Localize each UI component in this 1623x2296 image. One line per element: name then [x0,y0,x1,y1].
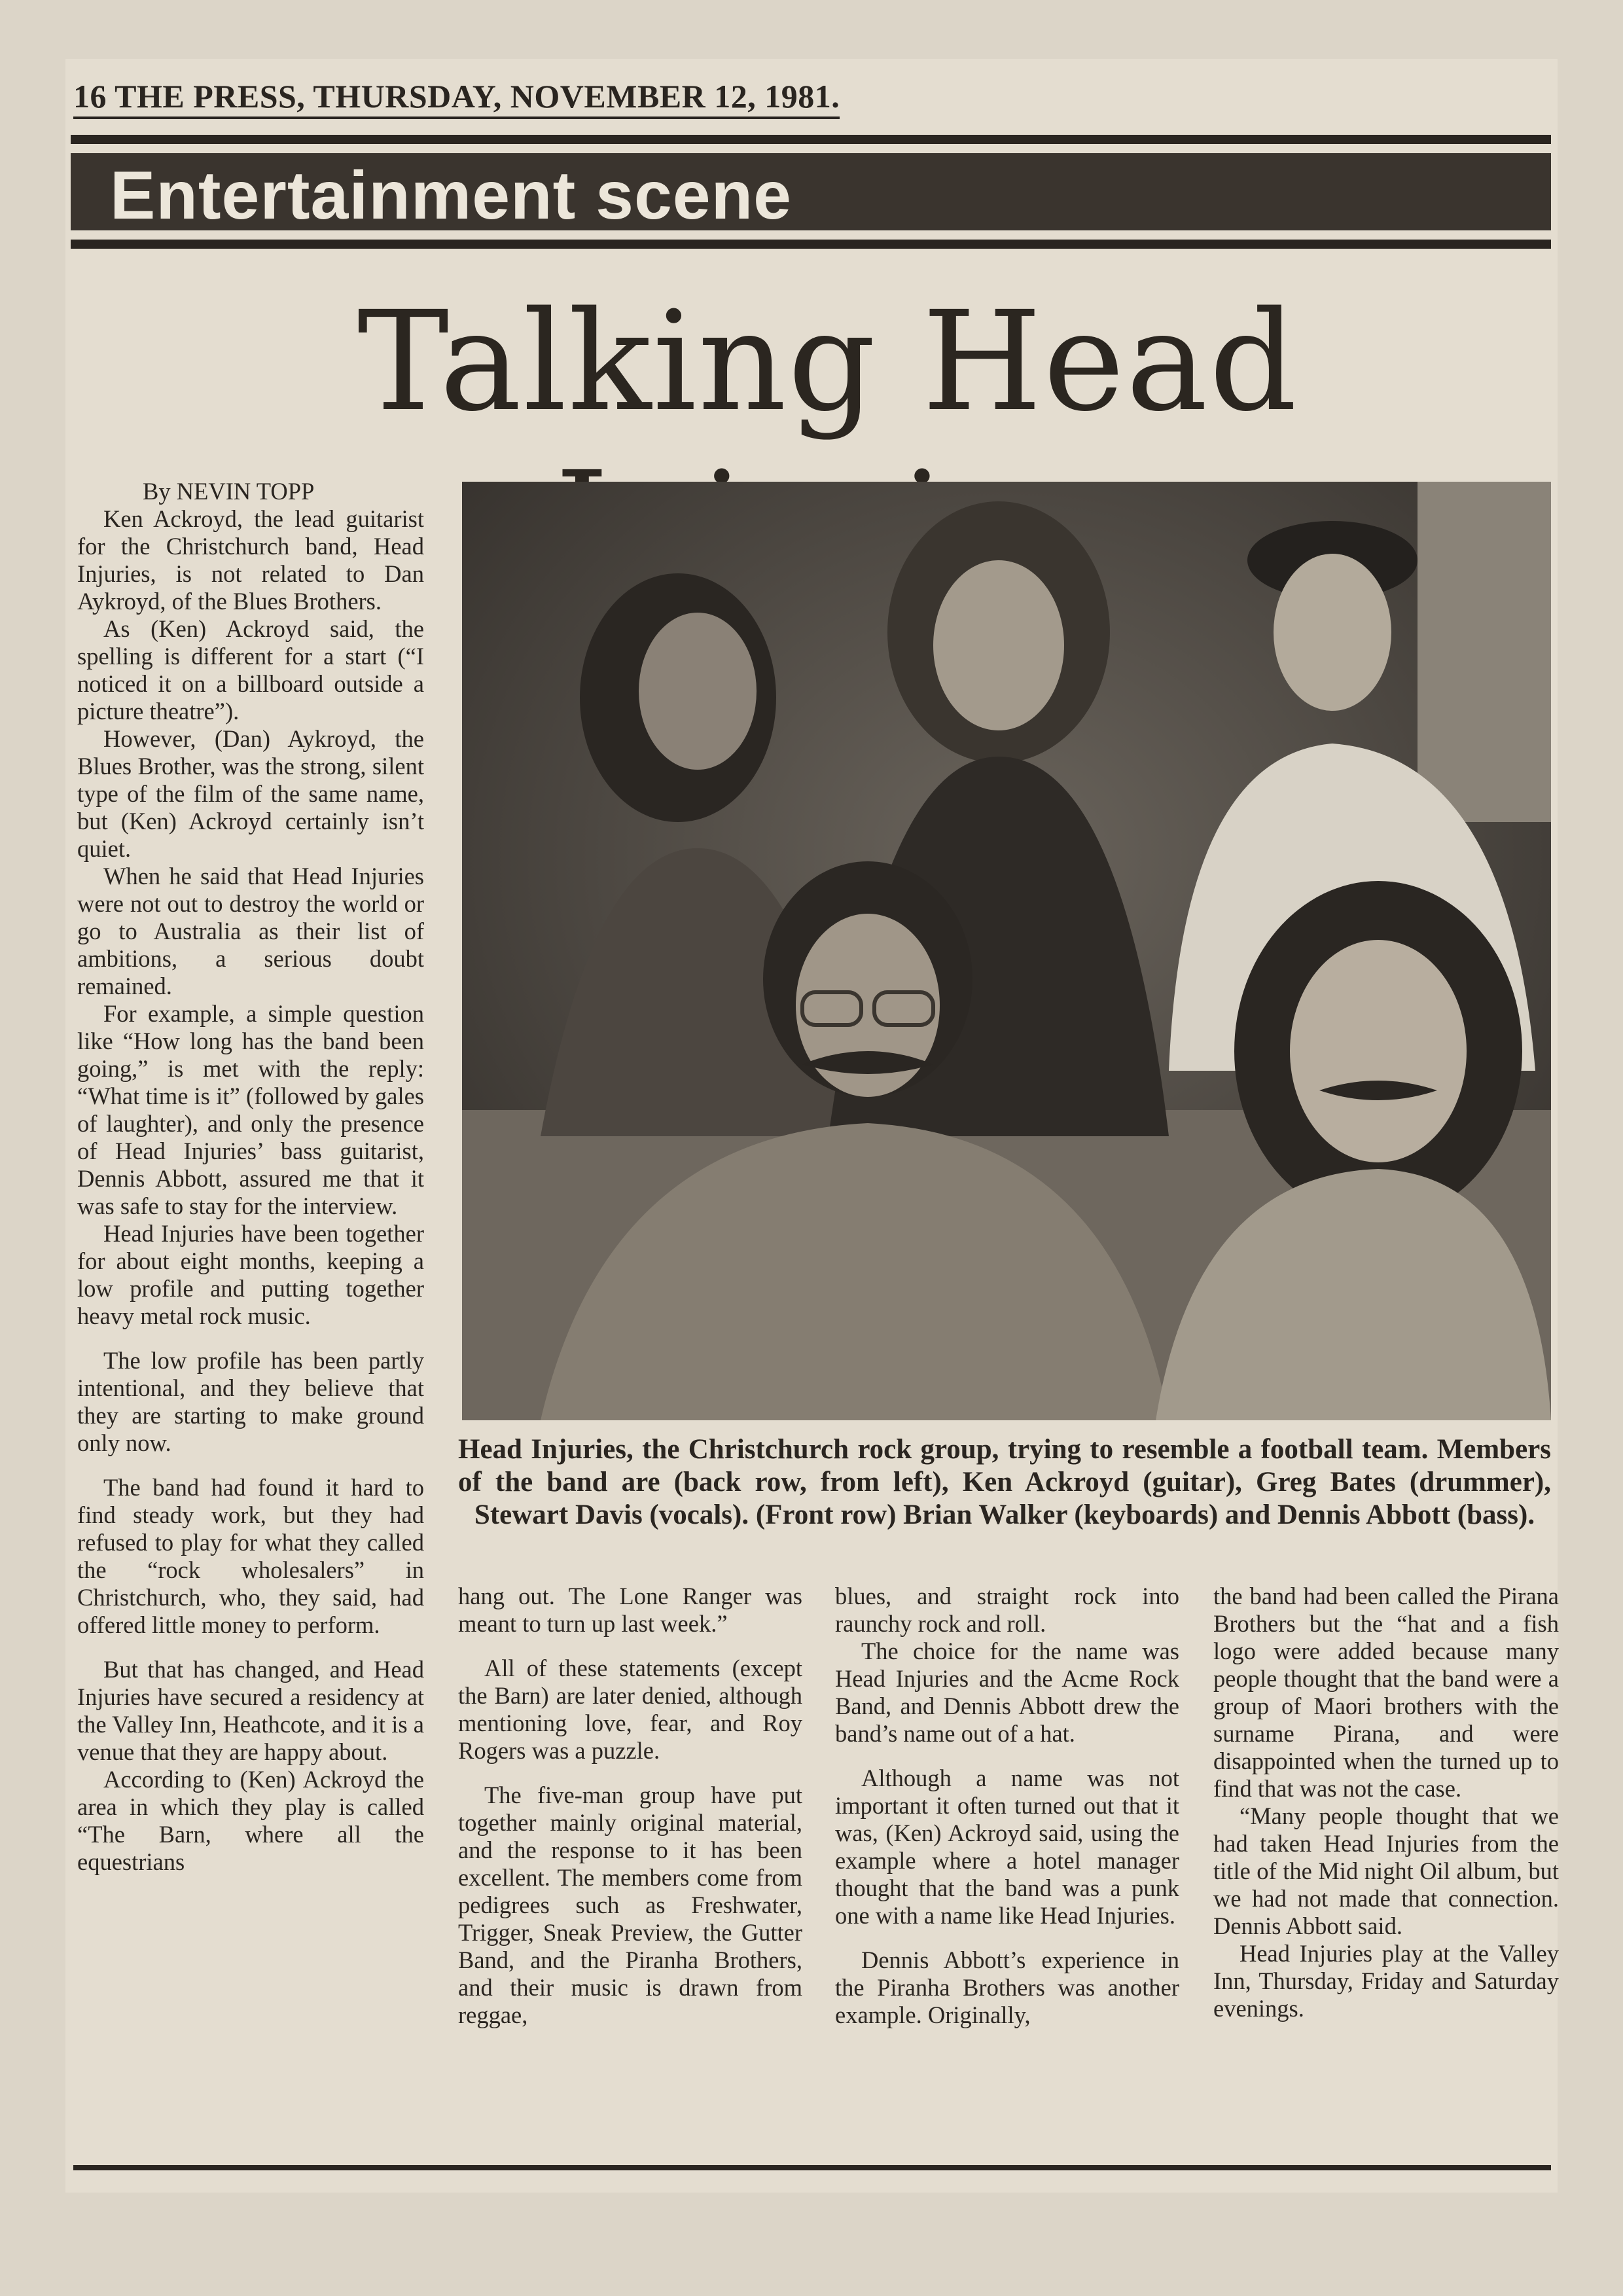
paragraph: Head Injuries have been together for about eight months, keeping a low profile and putting together heavy metal rock music. [77,1220,424,1329]
article-column-4 [1213,1583,1559,2022]
section-title: Entertainment scene [110,158,792,234]
band-photo-image [462,482,1551,1420]
paragraph: All of these statements (except the Barn) are later denied, although mentioning love, fear, and Roy Rogers was a puzzle. [458,1655,802,1764]
article-column-1 [77,478,424,1876]
paragraph: But that has changed, and Head Injuries have secured a residency at the Valley Inn, Heathcote, and it is a venue that they are happy about. [77,1656,424,1765]
paragraph: According to (Ken) Ackroyd the area in which they play is called “The Barn, where all the equestrians [77,1766,424,1875]
paragraph: hang out. The Lone Ranger was meant to turn up last week.” [458,1583,802,1637]
paragraph: Head Injuries play at the Valley Inn, Thursday, Friday and Saturday evenings. [1213,1940,1559,2022]
article-column-2 [458,1583,802,2029]
paragraph: The choice for the name was Head Injuries and the Acme Rock Band, and Dennis Abbott drew the band’s name out of a hat. [835,1638,1179,1747]
section-rule-bottom [71,240,1551,249]
paragraph: The band had found it hard to find steady work, but they had refused to play for what they called the “rock wholesalers” in Christchurch, who, they said, had offered little money to perform. [77,1474,424,1638]
paragraph: However, (Dan) Aykroyd, the Blues Brother, was the strong, silent type of the film of the same name, but (Ken) Ackroyd certainly isn’t quiet. [77,725,424,862]
section-banner [71,153,1551,234]
photo-caption: Head Injuries, the Christchurch rock group, trying to resemble a football team. Members of the band are (back row, from left), Ken Ackroyd (guitar), Greg Bates (drummer), Stewart Davis (vocals). (Front row) Brian Walker (keyboards) and Dennis Abbott (bass). [458,1434,1551,1530]
byline: By NEVIN TOPP [143,478,315,505]
headline: Talking Head [357,281,1298,442]
paragraph: The five-man group have put together mainly original material, and the response to it has been excellent. The members come from pedigrees such as Freshwater, Trigger, Sneak Preview, the Gutter Band, and the Piranha Brothers, and their music is drawn from reggae, [458,1782,802,2028]
band-photo [462,482,1551,1420]
paragraph: Dennis Abbott’s experience in the Piranha Brothers was another example. Originally, [835,1946,1179,2028]
paragraph: Although a name was not important it often turned out that it was, (Ken) Ackroyd said, using the example where a hotel manager thought that the band was a punk one with a name like Head Injuries. [835,1765,1179,1929]
paragraph: As (Ken) Ackroyd said, the spelling is different for a start (“I noticed it on a billboard outside a picture theatre”). [77,615,424,725]
paragraph: For example, a simple question like “How long has the band been going,” is met with the reply: “What time is it” (followed by gales of laughter), and only the presence of Head Injuries’ bass guitarist, Dennis Abbott, assured me that it was safe to stay for the interview. [77,1000,424,1219]
paragraph: the band had been called the Pirana Brothers but the “hat and a fish logo were added because many people thought that the band were a group of Maori brothers with the surname Pirana, and were disappointed when the turned up to find that was not the case. [1213,1583,1559,1802]
paragraph: blues, and straight rock into raunchy rock and roll. [835,1583,1179,1637]
paragraph: Ken Ackroyd, the lead guitarist for the Christchurch band, Head Injuries, is not related to Dan Aykroyd, of the Blues Brothers. [77,505,424,615]
paragraph: “Many people thought that we had taken Head Injuries from the title of the Mid night Oil album, but we had not made that connection. Dennis Abbott said. [1213,1803,1559,1939]
article-column-3 [835,1583,1179,2029]
dateline: 16 THE PRESS, THURSDAY, NOVEMBER 12, 1981. [73,77,840,119]
page-rule-bottom [73,2165,1551,2170]
section-rule-top [71,135,1551,144]
paragraph: The low profile has been partly intentional, and they believe that they are starting to make ground only now. [77,1347,424,1456]
paragraph: When he said that Head Injuries were not out to destroy the world or go to Australia as their list of ambitions, a serious doubt remained. [77,863,424,999]
